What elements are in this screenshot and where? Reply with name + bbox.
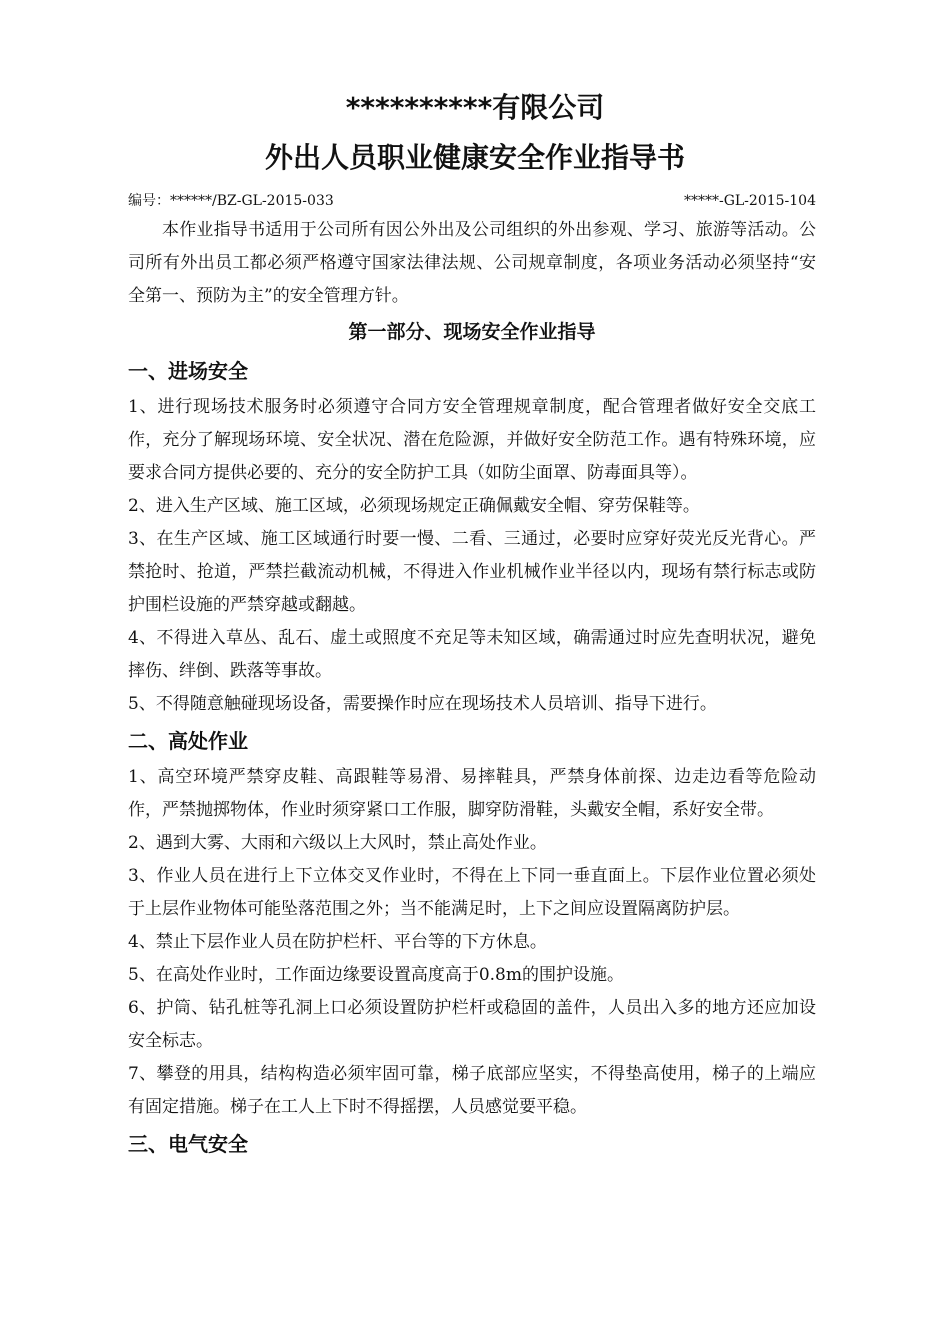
list-item: 5、不得随意触碰现场设备，需要操作时应在现场技术人员培训、指导下进行。 <box>128 694 717 714</box>
list-item: 4、不得进入草丛、乱石、虚土或照度不充足等未知区域，确需通过时应先查明状况，避免摔伤、绊倒、跌落等事故。 <box>128 628 816 681</box>
list-item: 5、在高处作业时，工作面边缘要设置高度高于0.8m的围护设施。 <box>128 965 624 985</box>
document-number: 编号：******/BZ-GL-2015-033 <box>128 193 334 209</box>
section-title-entry-safety: 一、进场安全 <box>128 359 248 383</box>
list-item: 1、高空环境严禁穿皮鞋、高跟鞋等易滑、易摔鞋具，严禁身体前探、边走边看等危险动作，严禁抛掷物体，作业时须穿紧口工作服，脚穿防滑鞋，头戴安全帽，系好安全带。 <box>128 767 816 820</box>
document-code-row <box>128 190 816 212</box>
list-item: 2、进入生产区域、施工区域，必须现场规定正确佩戴安全帽、穿劳保鞋等。 <box>128 496 700 516</box>
part-title: 第一部分、现场安全作业指导 <box>348 321 596 343</box>
intro-paragraph: 本作业指导书适用于公司所有因公外出及公司组织的外出参观、学习、旅游等活动。公司所有外出员工都必须严格遵守国家法律法规、公司规章制度，各项业务活动必须坚持“安全第一、预防为主”的安全管理方针。 <box>128 220 816 306</box>
document-title: 外出人员职业健康安全作业指导书 <box>264 141 685 174</box>
list-item: 2、遇到大雾、大雨和六级以上大风时，禁止高处作业。 <box>128 833 547 853</box>
list-item: 4、禁止下层作业人员在防护栏杆、平台等的下方休息。 <box>128 932 547 952</box>
document-secondary-number: *****-GL-2015-104 <box>683 193 816 209</box>
document-body <box>128 214 816 1164</box>
list-item: 7、攀登的用具，结构构造必须牢固可靠，梯子底部应坚实，不得垫高使用，梯子的上端应有固定措施。梯子在工人上下时不得摇摆，人员感觉要平稳。 <box>128 1064 816 1117</box>
list-item: 3、作业人员在进行上下立体交叉作业时，不得在上下同一垂直面上。下层作业位置必须处于上层作业物体可能坠落范围之外；当不能满足时，上下之间应设置隔离防护层。 <box>128 866 816 919</box>
list-item: 1、进行现场技术服务时必须遵守合同方安全管理规章制度，配合管理者做好安全交底工作，充分了解现场环境、安全状况、潜在危险源，并做好安全防范工作。遇有特殊环境，应要求合同方提供必要的、充分的安全防护工具（如防尘面罩、防毒面具等）。 <box>128 397 816 483</box>
list-item: 6、护筒、钻孔桩等孔洞上口必须设置防护栏杆或稳固的盖件，人员出入多的地方还应加设安全标志。 <box>128 998 816 1051</box>
list-item: 3、在生产区域、施工区域通行时要一慢、二看、三通过，必要时应穿好荧光反光背心。严禁抢时、抢道，严禁拦截流动机械，不得进入作业机械作业半径以内，现场有禁行标志或防护围栏设施的严禁穿越或翻越。 <box>128 529 816 615</box>
section-title-height-work: 二、高处作业 <box>128 729 248 753</box>
company-name: **********有限公司 <box>345 91 605 124</box>
section-title-electrical-safety: 三、电气安全 <box>128 1132 248 1156</box>
